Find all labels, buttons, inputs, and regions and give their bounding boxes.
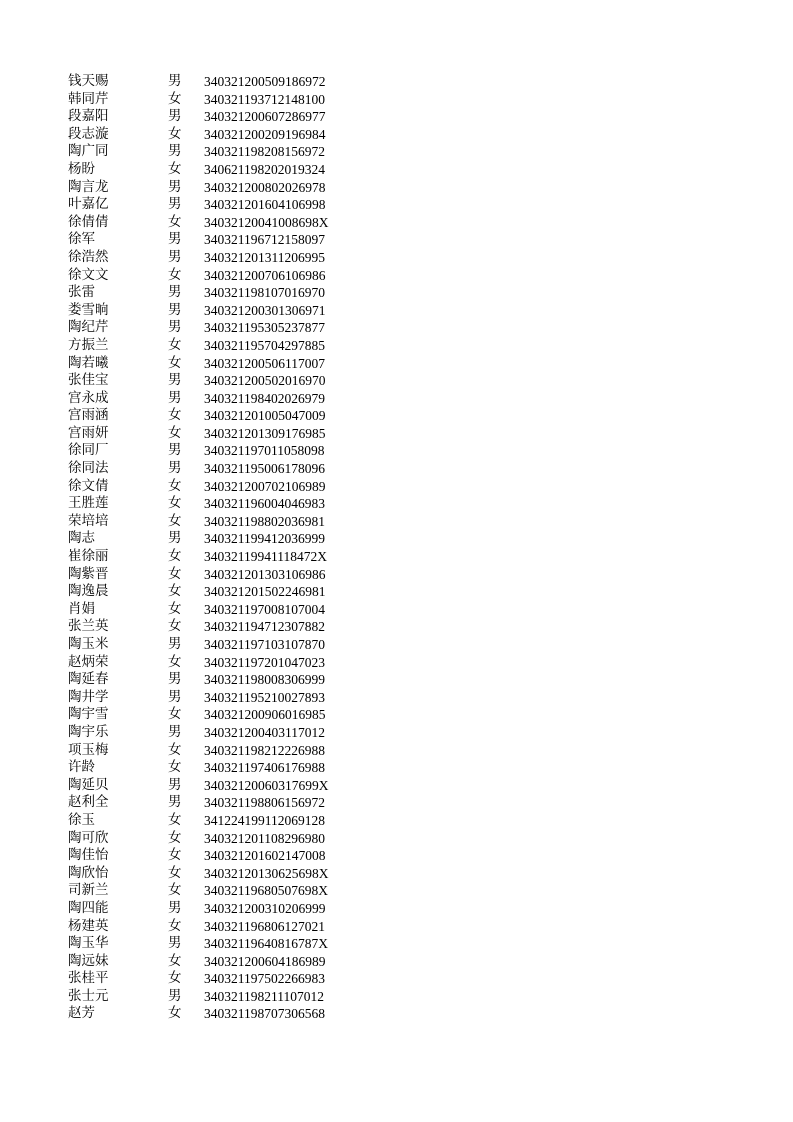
table-row xyxy=(68,882,364,900)
table-row xyxy=(68,583,364,601)
gender-cell: 男 xyxy=(168,73,182,89)
id-number-cell: 340321197103107870 xyxy=(204,637,325,652)
gender-cell: 男 xyxy=(168,284,182,301)
id-number-cell: 34032119941118472X xyxy=(204,549,327,565)
id-number-cell: 340321195210027893 xyxy=(204,689,325,705)
gender-cell: 女 xyxy=(168,424,182,441)
gender-cell: 男 xyxy=(168,636,182,652)
table-row xyxy=(68,865,364,883)
table-row xyxy=(68,689,364,707)
table-row xyxy=(68,671,364,689)
name-cell: 王胜莲 xyxy=(68,495,109,512)
id-number-cell: 340321198806156972 xyxy=(204,795,325,811)
name-cell: 赵炳荣 xyxy=(68,653,109,670)
gender-cell: 女 xyxy=(168,759,182,776)
name-cell: 张雷 xyxy=(68,284,95,301)
table-row xyxy=(68,847,364,865)
table-row xyxy=(68,777,364,795)
table-row xyxy=(68,935,364,953)
gender-cell: 男 xyxy=(168,196,182,213)
gender-cell: 女 xyxy=(168,565,182,582)
table-row xyxy=(68,196,364,214)
id-number-cell: 340321201604106998 xyxy=(204,197,326,213)
table-row xyxy=(68,249,364,267)
name-cell: 许龄 xyxy=(68,759,95,776)
table-row xyxy=(68,91,364,109)
id-number-cell: 340321201108296980 xyxy=(204,830,325,846)
name-cell: 陶延贝 xyxy=(68,776,109,793)
name-cell: 陶宇乐 xyxy=(68,723,109,740)
id-number-cell: 340321201502246981 xyxy=(204,584,326,600)
name-cell: 陶紫晋 xyxy=(68,565,109,582)
id-number-cell: 341224199112069128 xyxy=(204,812,325,828)
id-number-cell: 340321193712148100 xyxy=(204,91,325,107)
id-number-cell: 340321198008306999 xyxy=(204,672,325,688)
id-number-cell: 340321200506117007 xyxy=(204,355,325,371)
id-number-cell: 340321200209196984 xyxy=(204,126,326,142)
gender-cell: 男 xyxy=(168,935,182,952)
table-row xyxy=(68,407,364,425)
gender-cell: 女 xyxy=(168,160,182,177)
gender-cell: 女 xyxy=(168,829,182,846)
id-number-cell: 340321197201047023 xyxy=(204,654,325,670)
id-number-cell: 340321198212226988 xyxy=(204,742,325,758)
name-cell: 张桂平 xyxy=(68,970,109,987)
name-cell: 陶远妹 xyxy=(68,952,109,969)
table-row xyxy=(68,372,364,390)
name-cell: 段志漩 xyxy=(68,125,109,142)
name-cell: 宫永成 xyxy=(68,389,109,406)
id-number-cell: 340321195704297885 xyxy=(204,337,325,353)
gender-cell: 女 xyxy=(168,266,182,283)
table-row xyxy=(68,654,364,672)
gender-cell: 男 xyxy=(168,723,182,740)
table-row xyxy=(68,724,364,742)
table-row xyxy=(68,284,364,302)
table-row xyxy=(68,566,364,584)
table-row xyxy=(68,161,364,179)
id-number-cell: 340321200403117012 xyxy=(204,724,325,740)
gender-cell: 女 xyxy=(168,548,182,565)
gender-cell: 女 xyxy=(168,970,182,987)
name-cell: 荣培培 xyxy=(68,512,109,529)
table-row xyxy=(68,794,364,812)
name-cell: 陶广同 xyxy=(68,143,109,160)
table-row xyxy=(68,513,364,531)
table-row xyxy=(68,495,364,513)
table-row xyxy=(68,530,364,548)
gender-cell: 男 xyxy=(168,671,182,688)
gender-cell: 女 xyxy=(168,125,182,142)
name-cell: 段嘉阳 xyxy=(68,108,109,125)
gender-cell: 男 xyxy=(168,899,182,916)
gender-cell: 女 xyxy=(168,864,182,881)
id-number-cell: 340321198707306568 xyxy=(204,1006,325,1022)
name-cell: 徐文文 xyxy=(68,266,109,283)
gender-cell: 女 xyxy=(168,952,182,969)
name-cell: 方振兰 xyxy=(68,336,109,353)
table-row xyxy=(68,267,364,285)
gender-cell: 男 xyxy=(168,178,182,195)
id-number-cell: 34032119680507698X xyxy=(204,883,328,899)
gender-cell: 女 xyxy=(168,882,182,899)
gender-cell: 女 xyxy=(168,741,182,758)
id-number-cell: 340321195305237877 xyxy=(204,320,325,336)
name-cell: 徐军 xyxy=(68,231,95,248)
id-number-cell: 340321200301306971 xyxy=(204,302,326,318)
table-row xyxy=(68,231,364,249)
name-cell: 徐浩然 xyxy=(68,248,109,265)
gender-cell: 男 xyxy=(168,442,182,459)
gender-cell: 男 xyxy=(168,248,182,265)
id-number-cell: 340321201303106986 xyxy=(204,566,326,582)
name-cell: 陶可欣 xyxy=(68,829,109,846)
gender-cell: 男 xyxy=(168,987,182,1004)
name-cell: 陶玉华 xyxy=(68,935,109,952)
gender-cell: 男 xyxy=(168,688,182,705)
table-row xyxy=(68,390,364,408)
name-cell: 赵利全 xyxy=(68,794,109,811)
name-cell: 钱天赐 xyxy=(68,73,109,89)
name-cell: 陶玉米 xyxy=(68,636,109,652)
id-number-cell: 340321196004046983 xyxy=(204,496,325,512)
gender-cell: 男 xyxy=(168,776,182,793)
id-number-cell: 340321200607286977 xyxy=(204,109,326,125)
id-number-cell: 34032120041008698X xyxy=(204,214,329,230)
table-row xyxy=(68,548,364,566)
table-row xyxy=(68,742,364,760)
table-row xyxy=(68,179,364,197)
name-cell: 杨盼 xyxy=(68,160,95,177)
id-number-cell: 340321201311206995 xyxy=(204,249,325,265)
table-row xyxy=(68,425,364,443)
table-row xyxy=(68,126,364,144)
gender-cell: 女 xyxy=(168,653,182,670)
name-cell: 项玉梅 xyxy=(68,741,109,758)
id-number-cell: 340321198802036981 xyxy=(204,513,325,529)
name-cell: 陶逸晨 xyxy=(68,583,109,600)
id-number-cell: 340321196712158097 xyxy=(204,232,325,248)
id-number-cell: 340321200906016985 xyxy=(204,707,326,723)
table-row xyxy=(68,618,364,636)
table-row xyxy=(68,759,364,777)
table-row xyxy=(68,988,364,1006)
id-number-cell: 340321201309176985 xyxy=(204,425,326,441)
name-cell: 陶四能 xyxy=(68,899,109,916)
id-number-cell: 34032120130625698X xyxy=(204,865,329,881)
name-cell: 肖娟 xyxy=(68,600,95,617)
id-number-cell: 340321197406176988 xyxy=(204,760,325,776)
id-number-cell: 340321200702106989 xyxy=(204,478,326,494)
id-number-cell: 340321199412036999 xyxy=(204,531,325,547)
gender-cell: 女 xyxy=(168,600,182,617)
gender-cell: 男 xyxy=(168,319,182,336)
id-number-cell: 340321198107016970 xyxy=(204,285,325,301)
table-row xyxy=(68,478,364,496)
gender-cell: 女 xyxy=(168,495,182,512)
gender-cell: 女 xyxy=(168,1005,182,1022)
name-cell: 陶佳怡 xyxy=(68,847,109,864)
gender-cell: 男 xyxy=(168,530,182,547)
gender-cell: 女 xyxy=(168,847,182,864)
table-row xyxy=(68,900,364,918)
gender-cell: 男 xyxy=(168,143,182,160)
name-cell: 宫雨涵 xyxy=(68,407,109,424)
table-row xyxy=(68,319,364,337)
gender-cell: 女 xyxy=(168,917,182,934)
id-number-cell: 340321198402026979 xyxy=(204,390,325,406)
name-cell: 陶井学 xyxy=(68,688,109,705)
table-row xyxy=(68,143,364,161)
name-cell: 徐文倩 xyxy=(68,477,109,494)
gender-cell: 女 xyxy=(168,811,182,828)
table-row xyxy=(68,337,364,355)
name-cell: 司新兰 xyxy=(68,882,109,899)
id-number-cell: 340321196806127021 xyxy=(204,918,325,934)
name-cell: 崔徐丽 xyxy=(68,548,109,565)
id-number-cell: 340321200509186972 xyxy=(204,74,326,89)
id-number-cell: 34032119640816787X xyxy=(204,936,328,952)
name-cell: 徐同法 xyxy=(68,460,109,477)
name-cell: 张士元 xyxy=(68,987,109,1004)
table-row xyxy=(68,953,364,971)
table-row xyxy=(68,970,364,988)
name-cell: 陶欣怡 xyxy=(68,864,109,881)
gender-cell: 男 xyxy=(168,389,182,406)
id-number-cell: 340321200802026978 xyxy=(204,179,326,195)
gender-cell: 男 xyxy=(168,372,182,389)
gender-cell: 女 xyxy=(168,407,182,424)
name-cell: 张佳宝 xyxy=(68,372,109,389)
id-number-cell: 340321200604186989 xyxy=(204,953,326,969)
id-number-cell: 340321197502266983 xyxy=(204,971,325,987)
name-cell: 陶宇雪 xyxy=(68,706,109,723)
name-cell: 陶言龙 xyxy=(68,178,109,195)
table-row xyxy=(68,302,364,320)
name-cell: 杨建英 xyxy=(68,917,109,934)
name-cell: 赵芳 xyxy=(68,1005,95,1022)
id-number-cell: 340321198211107012 xyxy=(204,988,324,1004)
name-cell: 叶嘉亿 xyxy=(68,196,109,213)
table-row xyxy=(68,601,364,619)
name-cell: 娄雪晌 xyxy=(68,301,109,318)
name-cell: 徐倩倩 xyxy=(68,213,109,230)
table-row xyxy=(68,355,364,373)
table-row xyxy=(68,812,364,830)
id-number-cell: 340321194712307882 xyxy=(204,619,325,635)
id-number-cell: 340321201005047009 xyxy=(204,408,326,424)
name-cell: 宫雨妍 xyxy=(68,424,109,441)
table-row xyxy=(68,73,364,91)
id-number-cell: 340321200310206999 xyxy=(204,900,326,916)
id-number-cell: 340321200502016970 xyxy=(204,373,326,389)
table-row xyxy=(68,706,364,724)
table-row xyxy=(68,214,364,232)
gender-cell: 女 xyxy=(168,90,182,107)
name-cell: 张兰英 xyxy=(68,618,109,635)
gender-cell: 女 xyxy=(168,618,182,635)
table-row xyxy=(68,108,364,126)
id-number-cell: 340321195006178096 xyxy=(204,461,325,477)
roster-table xyxy=(68,73,364,1023)
table-row xyxy=(68,636,364,654)
name-cell: 陶志 xyxy=(68,530,95,547)
table-row xyxy=(68,830,364,848)
gender-cell: 男 xyxy=(168,794,182,811)
id-number-cell: 34032120060317699X xyxy=(204,777,329,793)
name-cell: 韩同芹 xyxy=(68,90,109,107)
id-number-cell: 340621198202019324 xyxy=(204,161,325,177)
gender-cell: 女 xyxy=(168,213,182,230)
table-row xyxy=(68,442,364,460)
table-row xyxy=(68,918,364,936)
name-cell: 徐同厂 xyxy=(68,442,109,459)
gender-cell: 女 xyxy=(168,583,182,600)
id-number-cell: 340321198208156972 xyxy=(204,144,325,160)
name-cell: 陶若曦 xyxy=(68,354,109,371)
gender-cell: 女 xyxy=(168,477,182,494)
gender-cell: 女 xyxy=(168,512,182,529)
gender-cell: 女 xyxy=(168,706,182,723)
gender-cell: 男 xyxy=(168,301,182,318)
id-number-cell: 340321197008107004 xyxy=(204,601,325,617)
gender-cell: 男 xyxy=(168,231,182,248)
gender-cell: 女 xyxy=(168,336,182,353)
name-cell: 徐玉 xyxy=(68,811,95,828)
gender-cell: 女 xyxy=(168,354,182,371)
gender-cell: 男 xyxy=(168,108,182,125)
id-number-cell: 340321200706106986 xyxy=(204,267,326,283)
table-row xyxy=(68,460,364,478)
id-number-cell: 340321197011058098 xyxy=(204,443,325,459)
name-cell: 陶延春 xyxy=(68,671,109,688)
table-row xyxy=(68,1005,364,1023)
name-cell: 陶纪芹 xyxy=(68,319,109,336)
id-number-cell: 340321201602147008 xyxy=(204,848,326,864)
gender-cell: 男 xyxy=(168,460,182,477)
